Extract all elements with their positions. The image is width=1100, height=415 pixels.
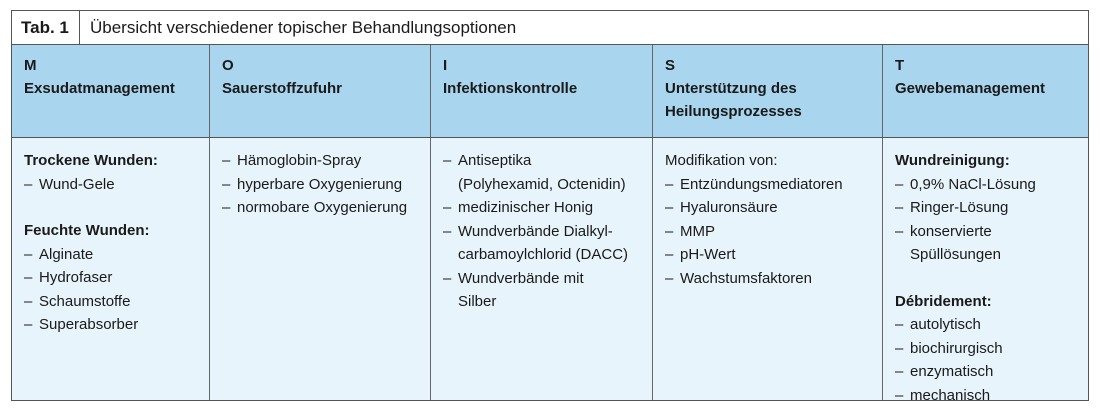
list-item: – Wachstumsfaktoren bbox=[665, 269, 812, 287]
header-title-line1: Unterstützung des bbox=[665, 80, 797, 97]
header-letter: T bbox=[895, 57, 905, 74]
list-item: – MMP bbox=[665, 222, 715, 240]
list-item: – 0,9% NaCl-Lösung bbox=[895, 175, 1036, 193]
group-heading: Débridement: bbox=[895, 292, 992, 310]
list-item: – Ringer-Lösung bbox=[895, 199, 1009, 216]
table-frame bbox=[11, 10, 1089, 404]
header-title-line2: Heilungsprozesses bbox=[665, 103, 802, 120]
body-cell-i bbox=[430, 138, 652, 400]
group-heading: Feuchte Wunden: bbox=[24, 222, 150, 239]
table-label: Tab. 1 bbox=[12, 11, 80, 44]
header-letter: S bbox=[665, 57, 676, 74]
list-item: – medizinischer Honig bbox=[443, 199, 594, 216]
header-cell-m bbox=[12, 45, 209, 137]
header-cell-s bbox=[652, 45, 882, 137]
header-cell-t bbox=[882, 45, 1088, 137]
list-item: – autolytisch bbox=[895, 316, 981, 333]
header-cell-i bbox=[430, 45, 652, 137]
list-item: – mechanisch bbox=[895, 386, 991, 404]
list-item: – Wundverbände mit bbox=[443, 269, 584, 287]
intro-text: Modifikation von: bbox=[665, 152, 778, 169]
list-item: – normobare Oxygenierung bbox=[222, 199, 408, 216]
header-title: Gewebemanagement bbox=[895, 80, 1046, 97]
header-letter: I bbox=[443, 57, 448, 74]
list-item: – Wund-Gele bbox=[24, 175, 115, 193]
body-cell-t bbox=[882, 138, 1088, 404]
header-title: Infektionskontrolle bbox=[443, 80, 578, 97]
list-item: – Alginate bbox=[24, 245, 94, 263]
header-letter: M bbox=[24, 57, 37, 74]
table-title-row bbox=[12, 11, 1088, 45]
table-header-row bbox=[12, 45, 1088, 138]
list-item: – Superabsorber bbox=[24, 316, 139, 333]
body-cell-m bbox=[12, 138, 209, 400]
list-item-continuation: Silber bbox=[458, 293, 497, 310]
body-cell-o bbox=[209, 138, 430, 400]
header-title: Exsudatmanagement bbox=[24, 80, 175, 97]
list-item: – Entzündungsmediatoren bbox=[665, 175, 843, 193]
list-item: – hyperbare Oxygenierung bbox=[222, 175, 403, 193]
list-item: – konservierte bbox=[895, 222, 992, 240]
list-item: – Hämoglobin-Spray bbox=[222, 152, 362, 169]
list-item: – Antiseptika bbox=[443, 152, 532, 169]
list-item: – enzymatisch bbox=[895, 363, 994, 380]
body-cell-s bbox=[652, 138, 882, 400]
list-item: – Schaumstoffe bbox=[24, 292, 131, 310]
list-item: – biochirurgisch bbox=[895, 339, 1003, 357]
list-item: – Hydrofaser bbox=[24, 269, 113, 286]
table-title: Übersicht verschiedener topischer Behandlungsoptionen bbox=[90, 18, 517, 37]
list-item: – Hyaluronsäure bbox=[665, 199, 778, 216]
header-cell-o bbox=[209, 45, 430, 137]
group-heading: Trockene Wunden: bbox=[24, 152, 158, 169]
list-item-continuation: Spüllösungen bbox=[910, 246, 1001, 263]
list-item: – Wundverbände Dialkyl- bbox=[443, 222, 613, 240]
header-letter: O bbox=[222, 57, 234, 74]
list-item: – pH-Wert bbox=[665, 246, 736, 263]
list-item-continuation: (Polyhexamid, Octenidin) bbox=[458, 175, 626, 193]
group-heading: Wundreinigung: bbox=[895, 152, 1010, 169]
list-item-continuation: carbamoylchlorid (DACC) bbox=[458, 246, 629, 263]
header-title: Sauerstoffzufuhr bbox=[222, 80, 342, 97]
table-body-row bbox=[12, 138, 1088, 404]
